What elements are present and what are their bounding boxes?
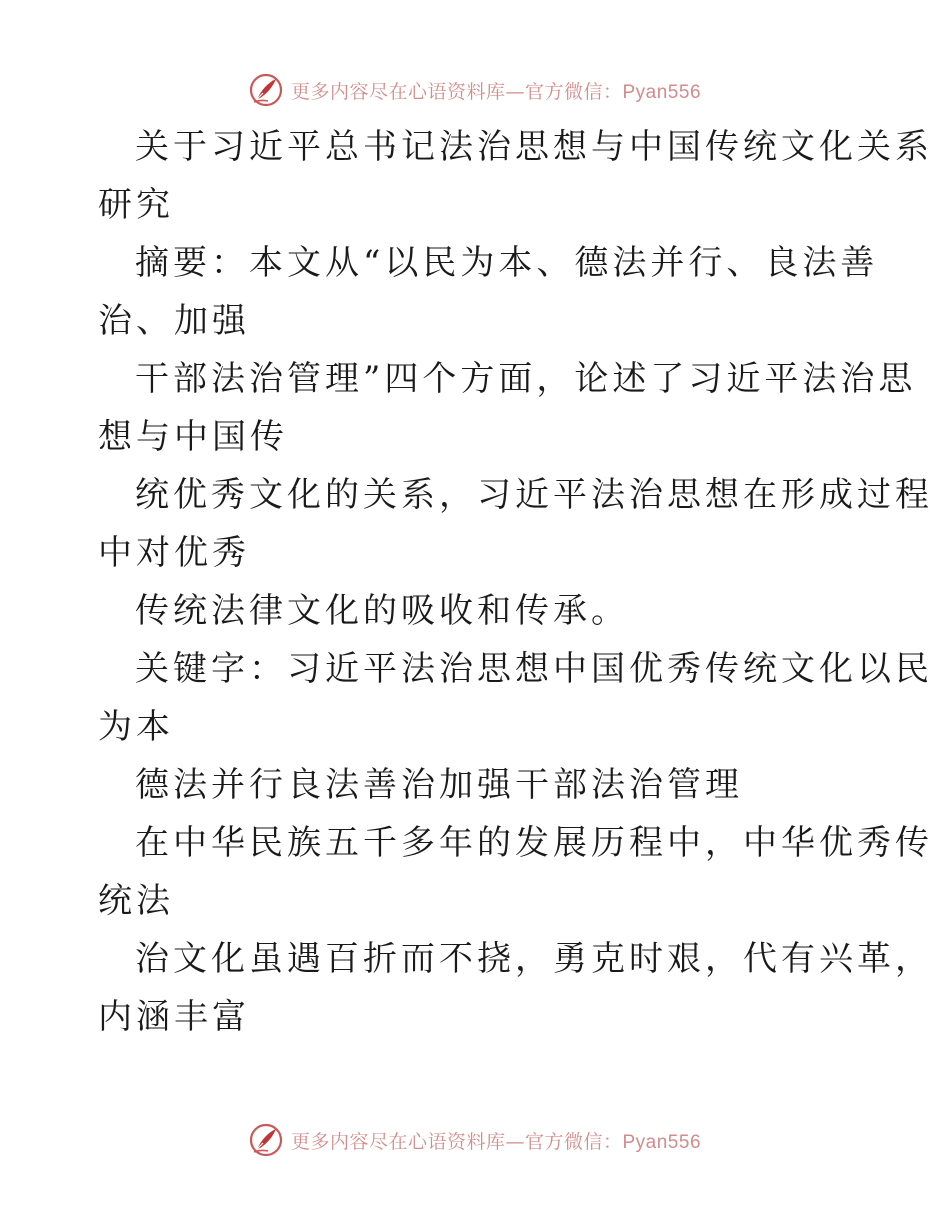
text-line: 治文化虽遇百折而不挠，勇克时艰，代有兴革，: [135, 939, 933, 979]
quill-pen-icon: [249, 1123, 283, 1157]
wechat-id: Pyan556: [622, 81, 702, 103]
watermark-text: 更多内容尽在心语资料库—官方微信：Pyan556: [290, 80, 702, 103]
quill-pen-icon: [249, 73, 283, 107]
text-line: 德法并行良法善治加强干部法治管理: [135, 765, 743, 805]
text-line: 干部法治管理”四个方面，论述了习近平法治思: [135, 359, 917, 399]
text-line: 关于习近平总书记法治思想与中国传统文化关系: [135, 127, 933, 167]
text-line: 摘要：本文从“以民为本、德法并行、良法善: [135, 243, 879, 283]
wechat-id: Pyan556: [622, 1131, 702, 1153]
watermark-text: 更多内容尽在心语资料库—官方微信：Pyan556: [290, 1130, 702, 1153]
text-line: 统优秀文化的关系，习近平法治思想在形成过程: [135, 475, 933, 515]
text-line: 治、加强: [98, 301, 250, 341]
text-line: 内涵丰富: [98, 997, 250, 1037]
text-line: 在中华民族五千多年的发展历程中，中华优秀传: [135, 823, 933, 863]
text-line: 中对优秀: [98, 533, 250, 573]
text-line: 传统法律文化的吸收和传承。: [135, 591, 629, 631]
footer-watermark: [0, 1120, 950, 1160]
document-body: [98, 118, 933, 1046]
text-line: 研究: [98, 185, 174, 225]
text-line: 为本: [98, 707, 174, 747]
text-line: 统法: [98, 881, 174, 921]
text-line: 关键字：习近平法治思想中国优秀传统文化以民: [135, 649, 933, 689]
text-line: 想与中国传: [98, 417, 288, 457]
header-watermark: [0, 70, 950, 110]
